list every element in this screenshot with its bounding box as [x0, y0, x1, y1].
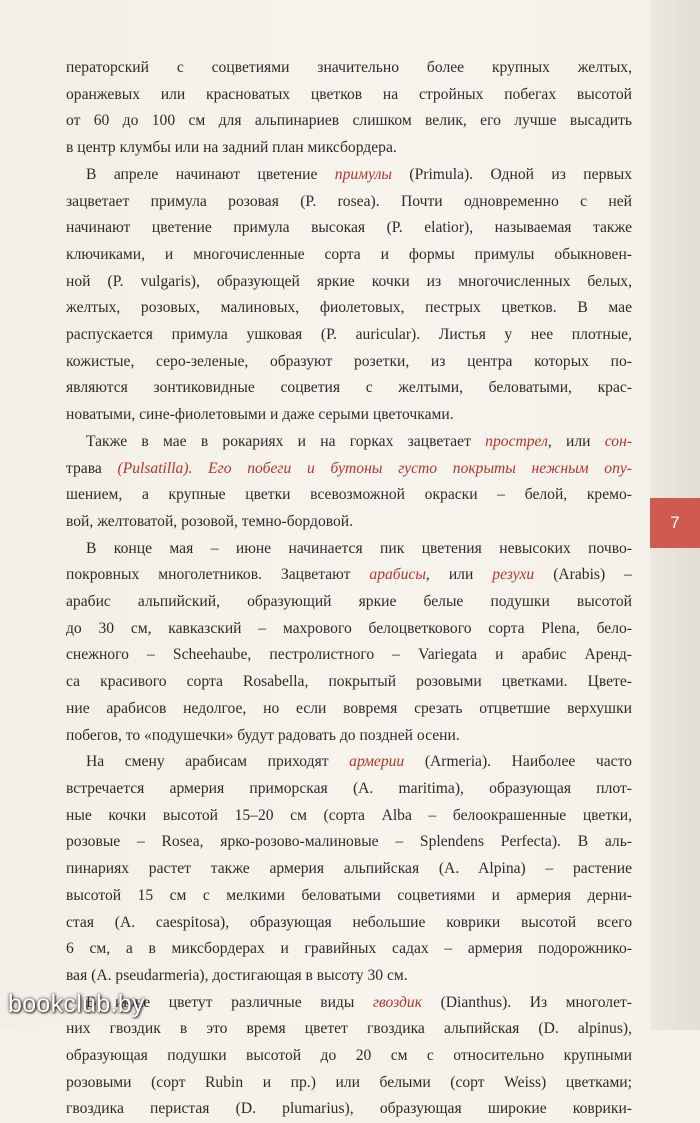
text-line	[66, 536, 632, 563]
text-line	[66, 829, 632, 856]
text-segment: розовыми (сорт Rubin и пр.) или белыми (сорт Weiss) цветками;	[66, 1073, 632, 1091]
text-line	[66, 642, 632, 669]
text-segment: вая (A. pseudarmeria), достигающая в высоту 30 см.	[66, 966, 408, 984]
text-segment: В конце мая – июне начинается пик цветения невысоких почво-	[86, 539, 632, 557]
text-line	[66, 429, 632, 456]
text-line	[66, 963, 632, 990]
text-segment: образующая подушки высотой до 20 см с относительно крупными	[66, 1047, 632, 1065]
text-segment: кожистые, серо-зеленые, образуют розетки, из центра которых по-	[66, 352, 632, 370]
text-line	[66, 616, 632, 643]
text-segment: ние арабисов недолгое, но если вовремя срезать отцветшие верхушки	[66, 699, 632, 717]
text-line	[66, 562, 632, 589]
text-segment: покровных многолетников. Зацветают	[66, 566, 370, 584]
watermark: bookclub.by	[8, 990, 145, 1018]
text-segment: побегов, то «подушечки» будут радовать до поздней осени.	[66, 726, 460, 744]
text-segment: Также в мае в рокариях и на горках зацветает	[86, 432, 486, 450]
highlighted-plant-name: армерии	[349, 753, 405, 771]
text-segment: стая (A. caespitosa), образующая небольшие коврики высотой всего	[66, 913, 632, 931]
text-line	[66, 936, 632, 963]
text-line	[66, 402, 632, 429]
text-line	[66, 456, 632, 483]
text-line	[66, 1043, 632, 1070]
highlighted-plant-name: примулы	[334, 165, 392, 183]
text-line	[66, 55, 632, 82]
text-segment: , или	[425, 566, 493, 584]
text-segment: являются зонтиковидные соцветия с желтыми, беловатыми, крас-	[66, 379, 632, 397]
text-line	[66, 482, 632, 509]
highlighted-plant-name: арабисы	[369, 566, 426, 584]
text-line	[66, 856, 632, 883]
text-line	[66, 135, 632, 162]
text-segment: ные кочки высотой 15–20 см (сорта Alba – белоокрашенные цветки,	[66, 806, 632, 824]
text-line	[66, 803, 632, 830]
text-segment: от 60 до 100 см для альпинариев слишком велик, его лучше высадить	[66, 112, 632, 130]
text-line	[66, 990, 632, 1017]
text-line	[66, 295, 632, 322]
text-segment: в центр клумбы или на задний план миксбордера.	[66, 139, 397, 157]
highlighted-plant-name: прострел	[485, 432, 548, 450]
text-segment: них гвоздик в это время цветет гвоздика альпийская (D. alpinus),	[66, 1020, 632, 1038]
highlighted-plant-name: резухи	[492, 566, 535, 584]
highlighted-plant-name: гвоздик	[372, 993, 423, 1011]
text-segment: высотой 15 см с мелкими беловатыми соцветиями и армерия дерни-	[66, 886, 632, 904]
text-segment: до 30 см, кавказский – махрового белоцветкового сорта Plena, бело-	[66, 619, 632, 637]
highlighted-plant-name: сон-	[604, 432, 632, 450]
text-segment: вой, желтоватой, розовой, темно-бордовой.	[66, 512, 354, 530]
text-line	[66, 82, 632, 109]
text-segment: На смену арабисам приходят	[86, 753, 350, 771]
text-line	[66, 189, 632, 216]
text-segment: (Dianthus). Из многолет-	[422, 993, 633, 1011]
text-line	[66, 776, 632, 803]
text-line	[66, 1070, 632, 1097]
text-segment: пинариях растет также армерия альпийская (A. Alpina) – растение	[66, 860, 632, 878]
text-segment: трава	[66, 459, 102, 477]
text-segment: В апреле начинают цветение	[86, 165, 335, 183]
text-segment: гвоздика перистая (D. plumarius), образующая широкие коврики-	[66, 1100, 632, 1118]
text-line	[66, 1096, 632, 1123]
section-number-tab: 7	[650, 498, 700, 548]
text-line	[66, 509, 632, 536]
text-segment: оранжевых или красноватых цветков на стройных побегах высотой	[66, 85, 632, 103]
text-segment: , или	[547, 432, 605, 450]
text-segment: 6 см, а в миксбордерах и гравийных садах – армерия подорожнико-	[66, 940, 632, 958]
text-line	[66, 349, 632, 376]
text-segment: ключиками, и многочисленные сорта и формы примулы обыкновен-	[66, 245, 632, 263]
text-line	[66, 108, 632, 135]
text-segment: В июне цветут различные виды	[86, 993, 373, 1011]
text-segment: встречается армерия приморская (A. maritima), образующая плот-	[66, 779, 632, 797]
text-line	[66, 749, 632, 776]
text-segment: желтых, розовых, малиновых, фиолетовых, пестрых цветков. В мае	[66, 299, 632, 317]
body-text-column	[66, 55, 632, 1123]
text-segment: ной (P. vulgaris), образующей яркие кочки из многочисленных белых,	[66, 272, 632, 290]
text-segment: ператорский с соцветиями значительно более крупных желтых,	[66, 59, 632, 76]
text-segment: (Primula). Одной из первых	[392, 165, 632, 183]
text-segment: снежного – Scheehaube, пестролистного – Variegata и арабис Аренд-	[66, 646, 632, 664]
text-segment: распускается примула ушковая (P. auricular). Листья у нее плотные,	[66, 326, 632, 344]
text-line	[66, 669, 632, 696]
text-line	[66, 883, 632, 910]
text-segment: (Armeria). Наиболее часто	[404, 753, 632, 771]
text-segment: (Arabis) –	[534, 566, 632, 584]
text-line	[66, 375, 632, 402]
text-segment: са красивого сорта Rosabella, покрытый розовыми цветками. Цвете-	[66, 673, 632, 691]
text-segment: новатыми, сине-фиолетовыми и даже серыми цветочками.	[66, 406, 454, 424]
text-line	[66, 322, 632, 349]
text-segment: начинают цветение примула высокая (P. elatior), называемая также	[66, 219, 632, 237]
text-line	[66, 696, 632, 723]
text-line	[66, 162, 632, 189]
highlighted-plant-name: (Pulsatilla). Его побеги и бутоны густо покрыты нежным опу-	[101, 459, 632, 477]
text-line	[66, 589, 632, 616]
text-line	[66, 242, 632, 269]
text-segment: розовые – Rosea, ярко-розово-малиновые – Splendens Perfecta). В аль-	[66, 833, 632, 851]
text-segment: арабис альпийский, образующий яркие белые подушки высотой	[66, 593, 632, 611]
text-line	[66, 269, 632, 296]
text-line	[66, 215, 632, 242]
text-line	[66, 723, 632, 750]
text-segment: зацветает примула розовая (P. rosea). Почти одновременно с ней	[66, 192, 632, 210]
text-segment: шением, а крупные цветки всевозможной окраски – белой, кремо-	[66, 486, 632, 504]
text-line	[66, 910, 632, 937]
